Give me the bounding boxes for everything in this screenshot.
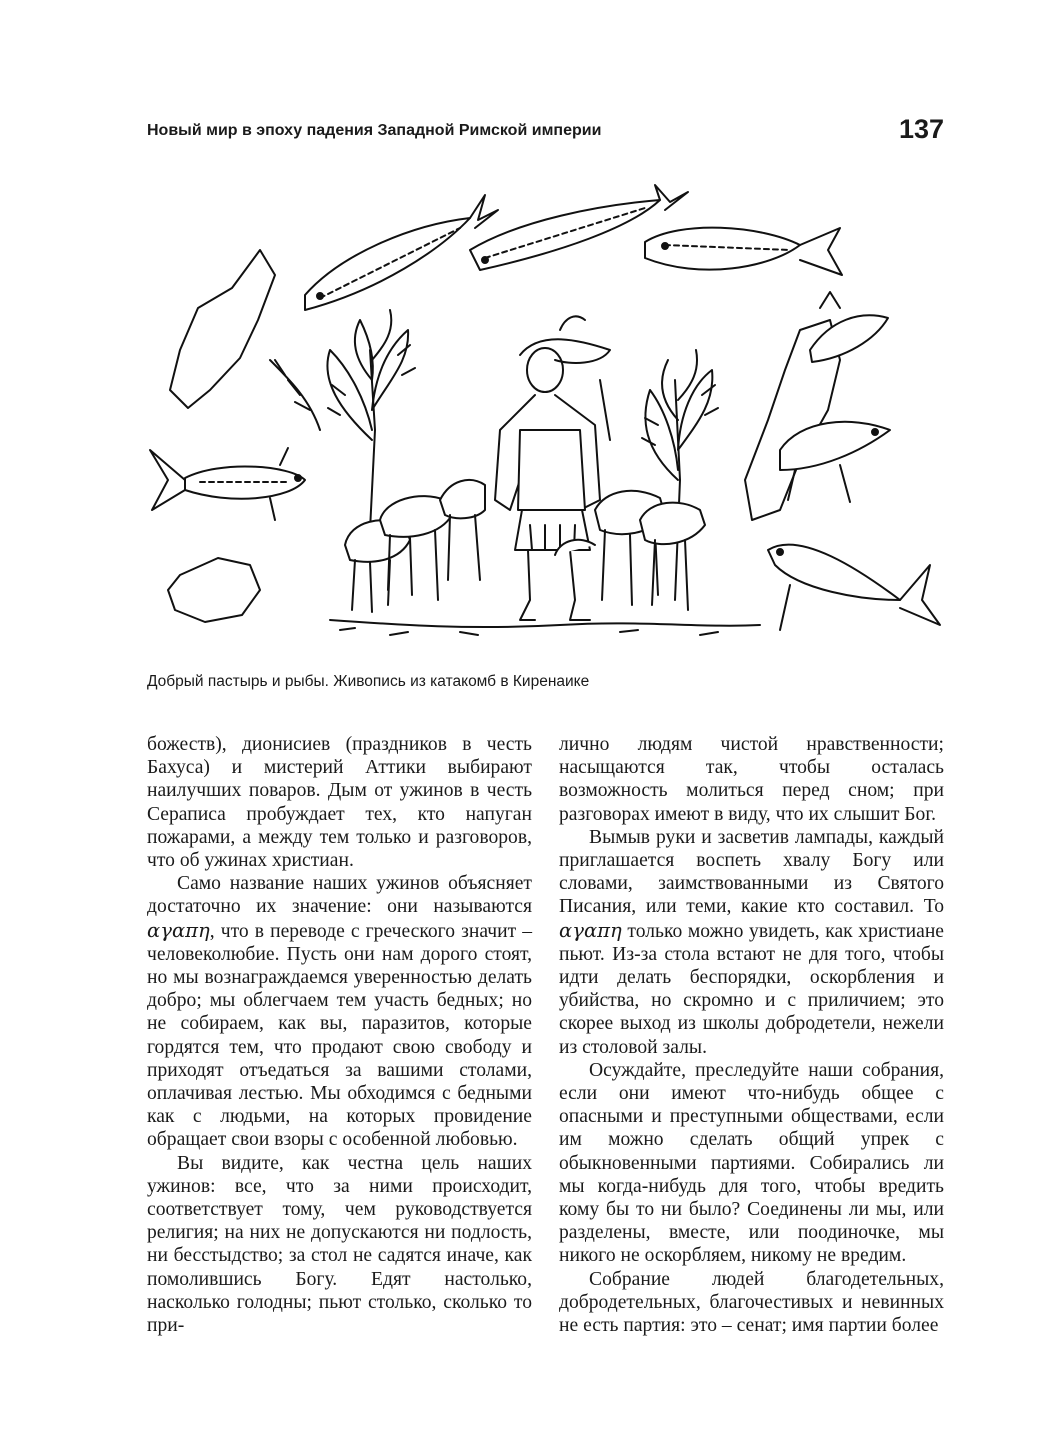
fresco-fragment-top-left [170, 250, 275, 408]
good-shepherd-figure [495, 316, 610, 620]
text-run: Само название наших ужинов объясняет достаточно их значение: они называются [147, 873, 532, 918]
paragraph: Вы видите, как честна цель наших ужинов: все, что за ними происходит, соответствует тому, чем руководствуется религия; на них не допускаются ни подлость, ни бесстыдство; за стол не садятся иначе, как помолившись Богу. Едят настолько, насколько голодны; пьют столько, сколько то при- [147, 1152, 532, 1337]
figure-caption: Добрый пастырь и рыбы. Живопись из катакомб в Киренаике [147, 673, 590, 690]
sheep-left-group [345, 480, 485, 612]
tree-left [327, 310, 415, 530]
left-column [147, 733, 532, 1337]
fish-right-lower [768, 545, 940, 630]
fresco-fragment-bottom-left [168, 558, 260, 622]
paragraph: Осуждайте, преследуйте наши собрания, если они имеют что-нибудь общее с опасными и преступными обществами, если им можно сделать общий упрек с обыкновенными партиями. Собирались ли мы когда-нибудь для того, чтобы вредить кому бы то ни было? Соединены ли мы, или разделены, вместе, или поодиночке, мы никого не оскорбляем, никому не вредим. [559, 1059, 944, 1267]
paragraph: лично людям чистой нравственности; насыщаются так, чтобы осталась возможность молиться перед сном; при разговорах имеют в виду, что их слышит Бог. [559, 734, 944, 825]
fish-top-left [305, 195, 498, 310]
page-number: 137 [898, 114, 944, 144]
ground-line [330, 620, 760, 627]
fish-top-right [645, 228, 842, 275]
paragraph: божеств), дионисиев (праздников в честь Бахуса) и мистерий Аттики выбирают наилучших поваров. Дым от ужинов в честь Сераписа пробуждает тех, кто напуган пожарами, а между тем только и разговоров, что об ужинах христиан. [147, 734, 532, 872]
paragraph [559, 826, 944, 1059]
text-run: , что в переводе с греческого значит – человеколюбие. Пусть они нам дорого стоят, но мы вознаграждаемся уверенностью делать добро; мы облегчаем тем участь бедных; но не собираем, как вы, паразитов, которые гордятся тем, что продают свою свободу и приходят отъедаться за вашими столами, оплачивая лестью. Мы обходимся с бедными как с людьми, на которых провидение обращает свои взоры с особенной любовью. [147, 920, 532, 1151]
plant-upper-left [270, 360, 320, 430]
fish-right-upper [810, 292, 888, 362]
body-text [147, 733, 944, 1337]
text-run: Вымыв руки и засветив лампады, каждый приглашается воспеть хвалу Богу или словами, заимствованными из Святого Писания, или теми, какие кто составил. То [559, 826, 944, 918]
running-title: Новый мир в эпоху падения Западной Римской империи [147, 122, 602, 139]
fish-left [150, 448, 305, 520]
right-column [559, 733, 944, 1337]
paragraph [147, 872, 532, 1151]
paragraph: Собрание людей благодетельных, добродетельных, благочестивых и невинных не есть партия: это – сенат; имя партии более [559, 1268, 944, 1337]
text-run: только можно увидеть, как христиане пьют. Из-за стола встают не для того, чтобы идти делать беспорядки, оскорбления и убийства, но скромно и с приличием; это скорее выход из школы добродетели, нежели из столовой залы. [559, 920, 944, 1058]
page-header [147, 110, 944, 144]
catacomb-painting-illustration [140, 180, 950, 650]
greek-word: αγαπη [559, 918, 622, 942]
fish-right-middle [780, 422, 890, 502]
greek-word: αγαπη [147, 918, 210, 942]
